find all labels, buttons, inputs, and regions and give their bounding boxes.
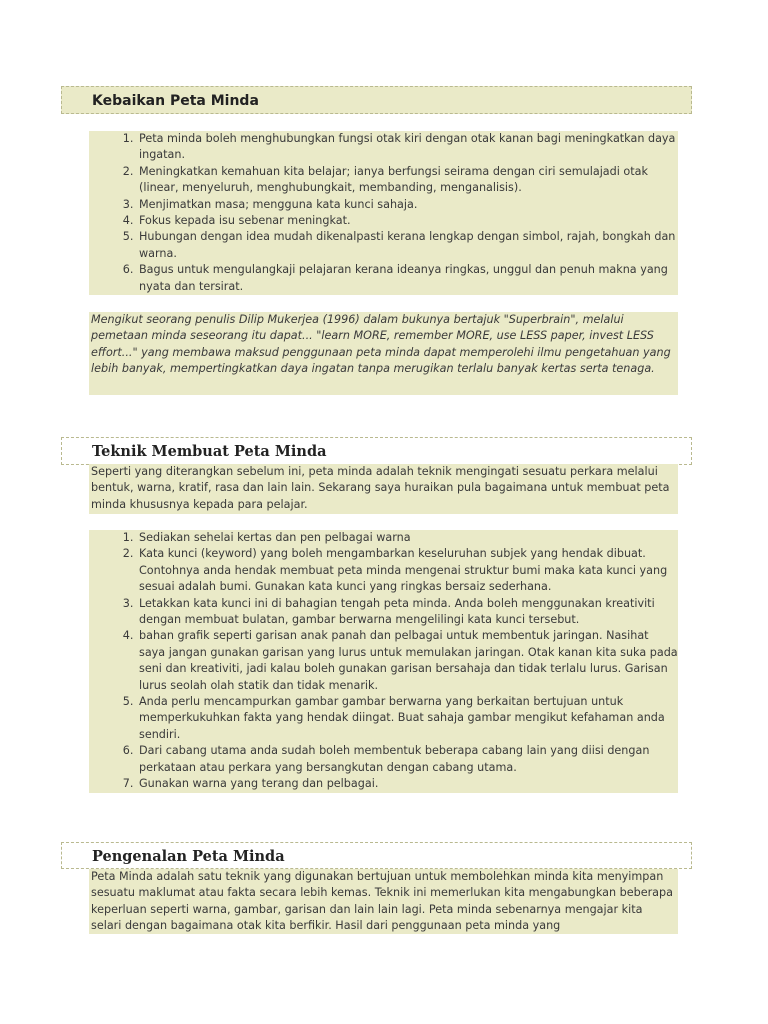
benefits-list — [89, 131, 678, 295]
intro-paragraph: Peta Minda adalah satu teknik yang digunakan bertujuan untuk membolehkan minda kita menyimpan sesuatu maklumat atau fakta secara lebih kemas. Teknik ini memerlukan kita mengabungkan beberapa keperluan seperti warna, gambar, garisan dan lain lain lagi. Peta minda sebenarnya mengajar kita selari dengan bagaimana otak kita berfikir. Hasil dari penggunaan peta minda yang — [91, 870, 673, 933]
list-item: 1. Sediakan sehelai kertas dan pen pelbagai warna — [137, 530, 678, 546]
list-item: 7. Gunakan warna yang terang dan pelbagai. — [137, 776, 678, 792]
section-header-pengenalan — [61, 842, 692, 869]
benefits-list-box — [89, 131, 678, 295]
section-header-teknik — [61, 437, 692, 465]
section-title: Pengenalan Peta Minda — [92, 848, 285, 865]
section-header-kebaikan — [61, 86, 692, 114]
section-title: Teknik Membuat Peta Minda — [92, 443, 327, 460]
list-item: 3. Letakkan kata kunci ini di bahagian tengah peta minda. Anda boleh menggunakan kreativiti dengan membuat bulatan, gambar berwarna mengelilingi kata kunci tersebut. — [137, 596, 678, 629]
section-title: Kebaikan Peta Minda — [92, 93, 259, 109]
intro-paragraph: Seperti yang diterangkan sebelum ini, peta minda adalah teknik mengingati sesuatu perkara melalui bentuk, warna, kratif, rasa dan lain lain. Sekarang saya huraikan pula bagaimana untuk membuat peta minda khususnya kepada para pelajar. — [91, 465, 670, 511]
list-item: 6. Dari cabang utama anda sudah boleh membentuk beberapa cabang lain yang diisi dengan perkataan atau perkara yang bersangkutan dengan cabang utama. — [137, 743, 678, 776]
list-item: 2. Kata kunci (keyword) yang boleh mengambarkan keseluruhan subjek yang hendak dibuat. Contohnya anda hendak membuat peta minda mengenai struktur bumi maka kata kunci yang sesuai adalah bumi. Gunakan kata kunci yang ringkas bersaiz sederhana. — [137, 546, 678, 595]
list-item: 4. Fokus kepada isu sebenar meningkat. — [137, 213, 678, 229]
steps-list-box — [89, 530, 678, 793]
list-item: 1. Peta minda boleh menghubungkan fungsi otak kiri dengan otak kanan bagi meningkatkan daya ingatan. — [137, 131, 678, 164]
list-item: 5. Hubungan dengan idea mudah dikenalpasti kerana lengkap dengan simbol, rajah, bongkah dan warna. — [137, 229, 678, 262]
list-item: 5. Anda perlu mencampurkan gambar gambar berwarna yang berkaitan bertujuan untuk memperkukuhkan fakta yang hendak diingat. Buat sahaja gambar mengikut kefahaman anda sendiri. — [137, 694, 678, 743]
list-item: 2. Meningkatkan kemahuan kita belajar; ianya berfungsi seirama dengan ciri semulajadi otak (linear, menyeluruh, menghubungkait, membanding, menganalisis). — [137, 164, 678, 197]
quote-box — [89, 312, 678, 395]
list-item: 3. Menjimatkan masa; mengguna kata kunci sahaja. — [137, 197, 678, 213]
quote-text: Mengikut seorang penulis Dilip Mukerjea (1996) dalam bukunya bertajuk "Superbrain", melalui pemetaan minda seseorang itu dapat... "learn MORE, remember MORE, use LESS paper, invest LESS effort..." yang membawa maksud penggunaan peta minda dapat memperolehi ilmu pengetahuan yang lebih banyak, mempertingkatkan daya ingatan tanpa merugikan terlalu banyak kertas serta tenaga. — [91, 313, 671, 376]
list-item: 4. bahan grafik seperti garisan anak panah dan pelbagai untuk membentuk jaringan. Nasihat saya jangan gunakan garisan yang lurus untuk memulakan jaringan. Otak kanan kita suka pada seni dan kreativiti, jadi kalau boleh gunakan garisan bersahaja dan tidak terlalu lurus. Garisan lurus seolah olah statik dan tidak menarik. — [137, 628, 678, 694]
teknik-intro-box — [89, 464, 678, 514]
list-item: 6. Bagus untuk mengulangkaji pelajaran kerana ideanya ringkas, unggul dan penuh makna yang nyata dan tersirat. — [137, 262, 678, 295]
pengenalan-intro-box — [89, 869, 678, 934]
steps-list — [89, 530, 678, 793]
